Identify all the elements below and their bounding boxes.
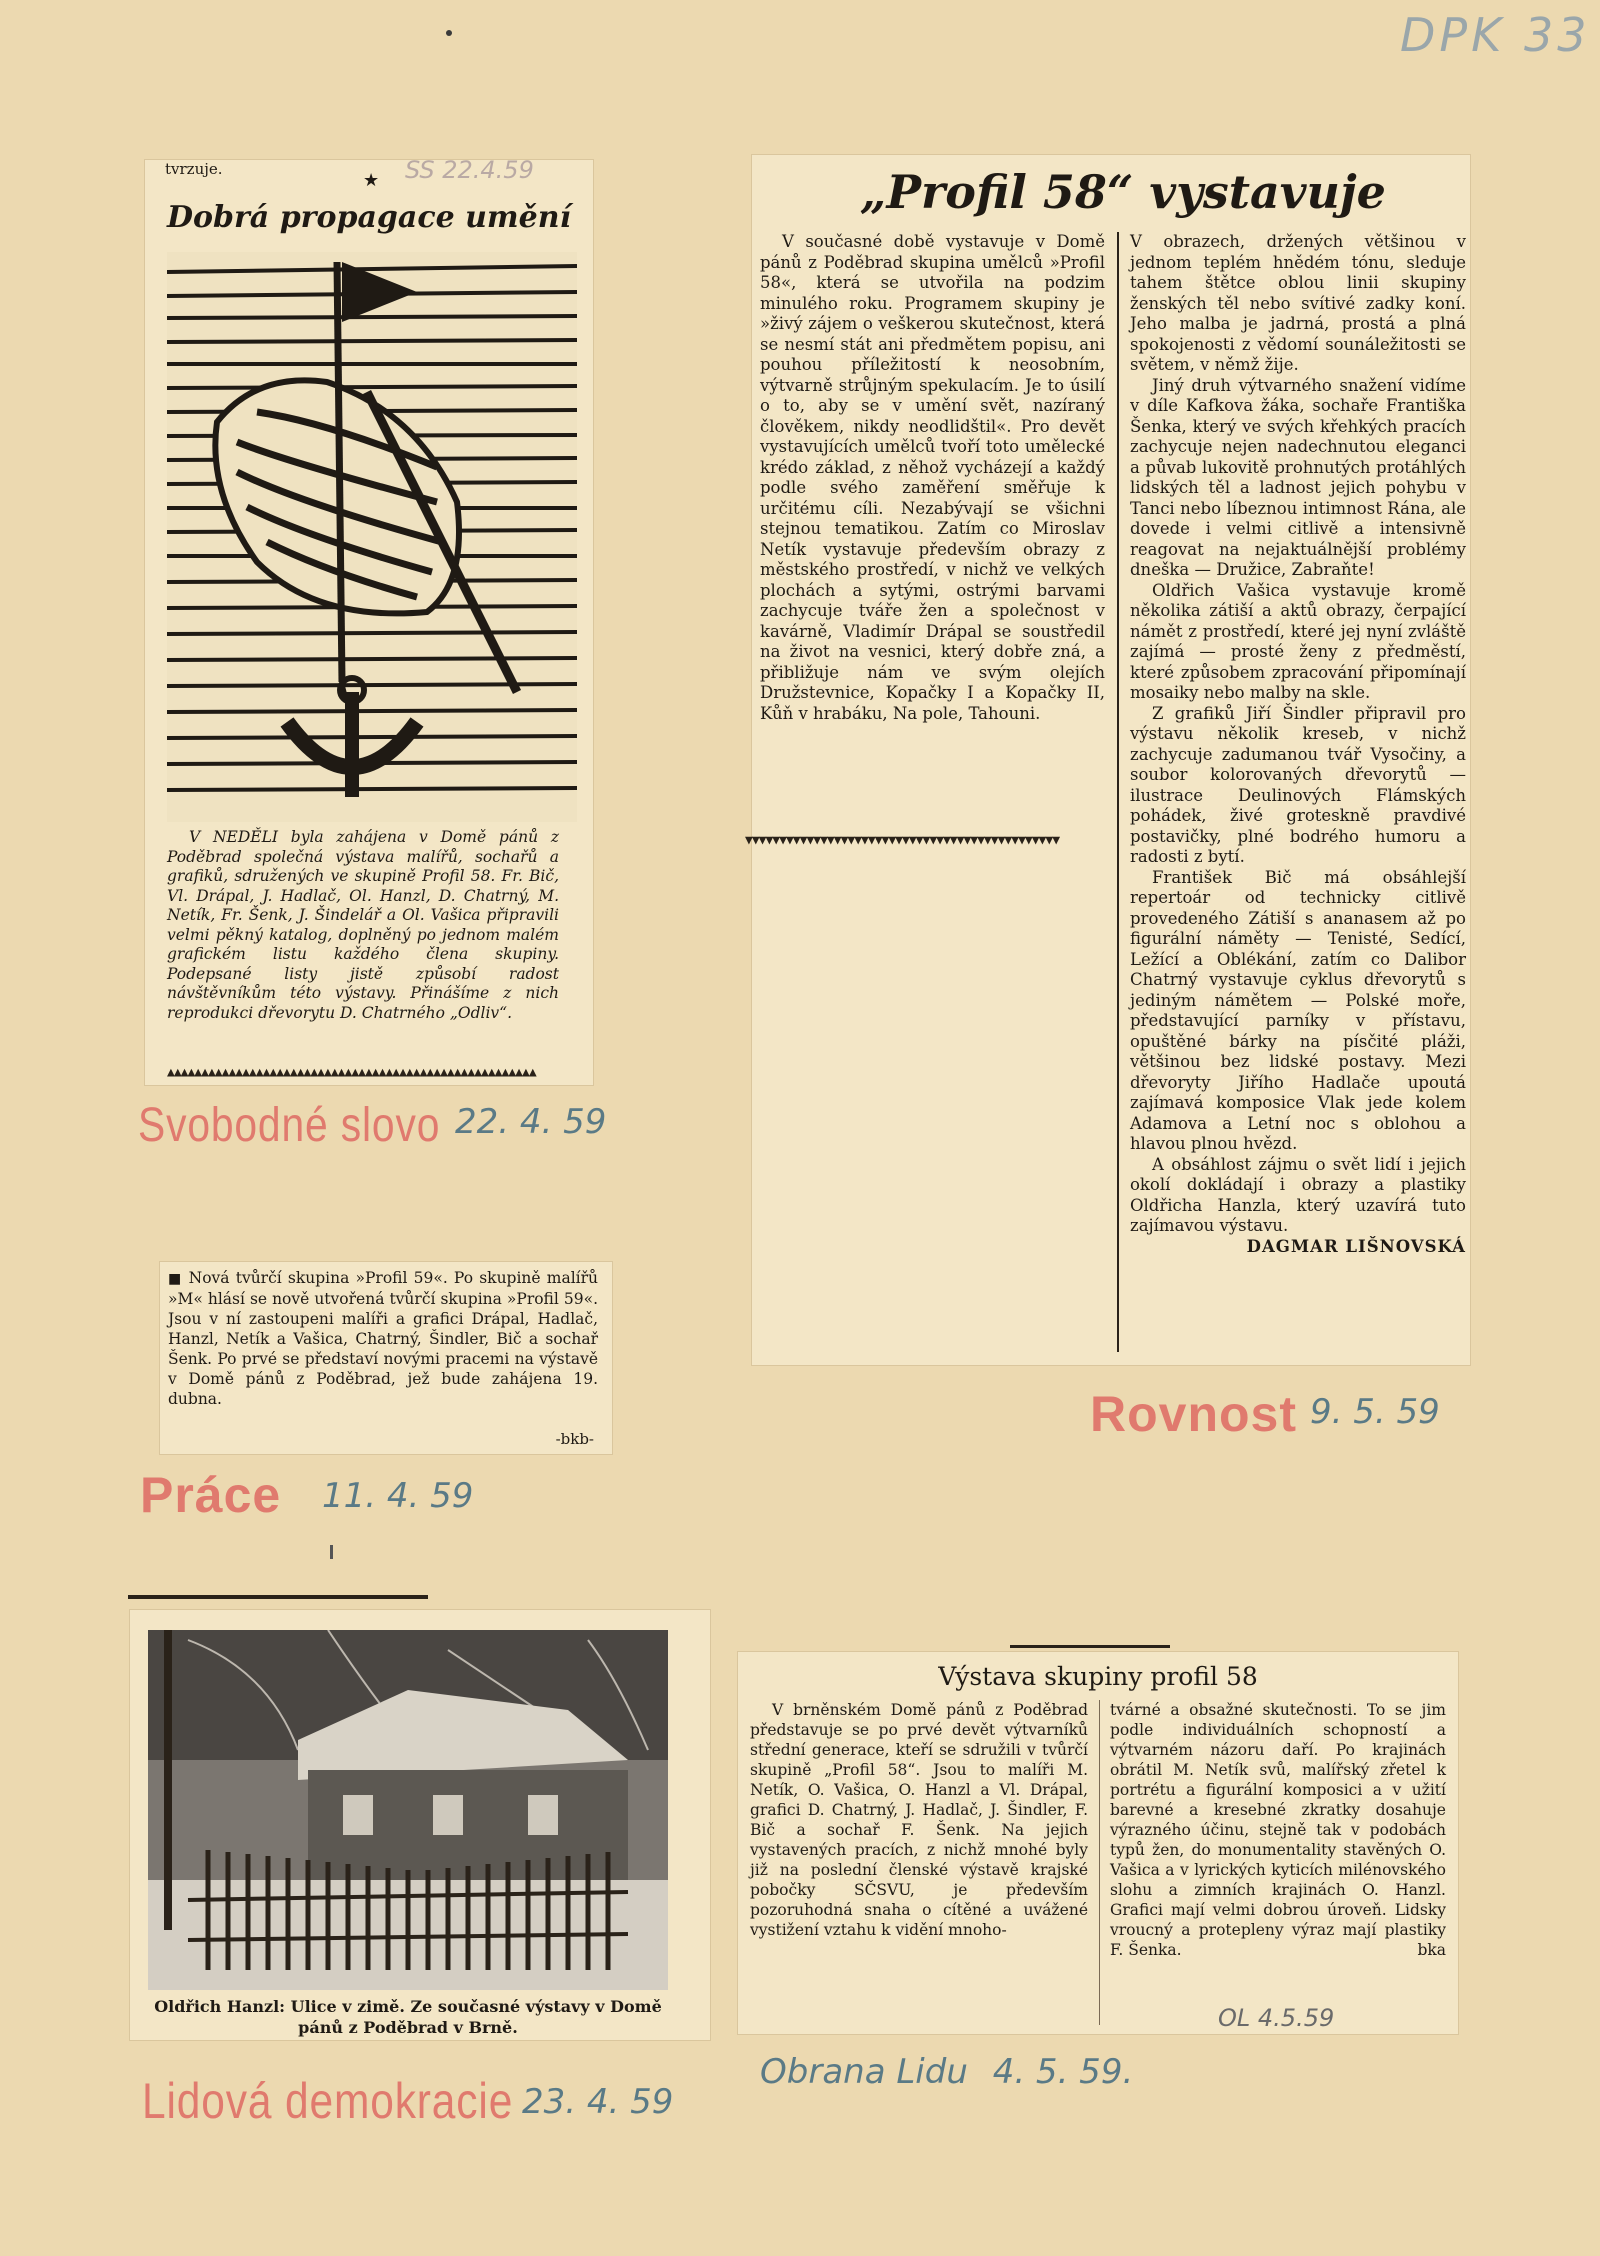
clip-lidova-demokracie <box>130 1610 710 2040</box>
paragraph: A obsáhlost zájmu o svět lidí i jejich okolí dokládají i obrazy a plastiky Oldřicha Hanzla, který uzavírá tuto zajímavou výstavu. <box>1130 1154 1466 1235</box>
star-icon: ★ <box>363 170 380 191</box>
clip-obrana-lidu <box>738 1652 1458 2034</box>
news-text-body: Nová tvůrčí skupina »Profil 59«. Po skupině malířů »M« hlásí se nově utvořená tvůrčí skupina »Profil 59«. Jsou v ní zastoupeni malíři a grafici Drápal, Hadlač, Hanzl, Netík a Vašica, Chatrný, Šindler, Bič a sochař Šenk. Po prvé se představí novými pracemi na výstavě v Domě pánů z Poděbrad, jež bude zahájena 19. dubna. <box>168 1269 598 1408</box>
header-fragment: tvrzuje. <box>165 160 223 178</box>
decorative-rule: ▲▲▲▲▲▲▲▲▲▲▲▲▲▲▲▲▲▲▲▲▲▲▲▲▲▲▲▲▲▲▲▲▲▲▲▲▲▲▲▲▲▲▲▲▲▲▲▲▲▲▲▲▲▲ <box>167 1065 536 1080</box>
source-date: 4. 5. 59. <box>992 2052 1134 2092</box>
article-column-2 <box>1130 232 1466 1257</box>
article-author: DAGMAR LIŠNOVSKÁ <box>1246 1236 1466 1256</box>
hand-note-obrana: OL 4.5.59 <box>1218 2004 1335 2032</box>
news-signature: -bkb- <box>555 1430 594 1448</box>
pin-dot <box>446 30 452 36</box>
article-column-2 <box>1110 1700 1446 1960</box>
article-title-profil: „Profil 58“ vystavuje <box>860 165 1386 219</box>
source-stamp-rovnost: Rovnost <box>1090 1386 1297 1442</box>
date-note-prace: 11. 4. 59 <box>322 1476 474 1516</box>
top-rule <box>128 1595 428 1599</box>
column-divider <box>1099 1700 1100 2025</box>
clip-svobodne-slovo <box>145 156 593 1085</box>
short-news-text <box>168 1268 598 1409</box>
article-column-1 <box>760 232 1105 724</box>
paragraph: Oldřich Vašica vystavuje kromě několika zátiší a aktů obrazy, čerpající námět z prostředí, které jej nyní zvláště zajímá — prosté ženy z předměstí, které způsobem zpracování připomínají mosaiky nebo malby na skle. <box>1130 580 1466 702</box>
paragraph: V obrazech, držených většinou v jednom teplém hnědém tónu, sleduje tahem štětce oblou linii skupiny ženských těl nebo svítivé zadky koní. Jeho malba je jadrná, prostá a plná spokojenosti z vědomí sounáležitosti se světem, v němž žije. <box>1130 232 1466 374</box>
article-column-1: V brněnském Domě pánů z Poděbrad představuje se po prvé devět výtvarníků střední generace, kteří se sdružili v tvůrčí skupině „Profil 58“. Jsou to malíři M. Netík, O. Vašica, O. Hanzl a Vl. Drápal, grafici D. Chatrný, J. Hadlač, J. Šindler, F. Bič a sochař F. Šenk. Na jejich vystavených pracích, z nichž mnohé byly již na poslední členské výstavě krajské pobočky SČSVU, je především pozoruhodná snaha o cítěné a uvážené vystižení vztahu k vidění mnoho- <box>750 1701 1088 1939</box>
source-stamp-lidova-demokracie: Lidová demokracie <box>142 2073 514 2129</box>
source-name: Obrana Lidu <box>760 2052 968 2092</box>
article-caption: V NEDĚLI byla zahájena v Domě pánů z Poděbrad společná výstava malířů, sochařů a grafiků, sdružených ve skupině Profil 58. Fr. Bič, Vl. Drápal, J. Hadlač, Ol. Hanzl, D. Chatrný, M. Netík, Fr. Šenk, J. Šindelář a Ol. Vašica připravili velmi pěkný katalog, doplněný po jednom malém grafickém listu každého člena skupiny. Podepsané listy jistě způsobí radost návštěvníkům této výstavy. Přinášíme z nich reprodukci dřevorytu D. Chatrného „Odliv“. <box>167 828 559 1022</box>
source-stamp-svobodne-slovo: Svobodné slovo <box>138 1099 441 1152</box>
header-date: SS 22.4.59 <box>405 156 534 184</box>
photo-winter-street <box>148 1630 668 1990</box>
pencil-mark <box>330 1545 333 1559</box>
column-2-text: tvárné a obsažné skutečnosti. To se jim podle individuálních schopností a výtvarném názoru daří. Po krajinách obrátil M. Netík svů, malířský zřetel k portrétu a figurální komposici a v užití barevné a kresebné zkratky dosahuje výrazného účinu, stejně tak v podobách typů žen, do monumentality stavěných O. Vašica a v lyrických kyticích milénovského slohu a zimních krajinách O. Hanzl. Grafici mají velmi dobrou úroveň. Lidsky vroucný a protepleny výraz mají plastiky F. Šenka. <box>1110 1701 1446 1959</box>
woodcut-boat-image <box>167 252 577 822</box>
date-note-rovnost: 9. 5. 59 <box>1310 1392 1440 1432</box>
article-signature: bka <box>1417 1941 1446 1959</box>
article-title-vystava: Výstava skupiny profil 58 <box>938 1662 1258 1691</box>
clip-prace <box>160 1262 612 1454</box>
decorative-rule: ▼▼▼▼▼▼▼▼▼▼▼▼▼▼▼▼▼▼▼▼▼▼▼▼▼▼▼▼▼▼▼▼▼▼▼▼▼▼▼▼▼▼▼▼▼▼ <box>745 833 1060 848</box>
paragraph: Z grafiků Jiří Šindler připravil pro výstavu několik kreseb, v nichž zachycuje zadumanou tvář Vysočiny, a soubor kolorovaných dřevorytů — ilustrace Deulinových Flámských pohádek, živé groteskně pravdivé postavičky, plné bodrého humoru a radosti z bytí. <box>1130 703 1466 866</box>
archive-mark: DPK 33 <box>1400 8 1591 62</box>
news-bullet-icon: ■ <box>168 1271 183 1287</box>
photo-caption: Oldřich Hanzl: Ulice v zimě. Ze současné výstavy v Domě pánů z Poděbrad v Brně. <box>154 1997 662 2037</box>
column-divider <box>1117 232 1119 1352</box>
article-title: Dobrá propagace umění <box>167 200 571 235</box>
date-note-lidova-demokracie: 23. 4. 59 <box>522 2082 674 2122</box>
date-note-svobodne-slovo: 22. 4. 59 <box>455 1102 607 1142</box>
source-stamp-prace: Práce <box>140 1467 282 1523</box>
source-note-obrana-lidu <box>760 2052 1133 2092</box>
paragraph: František Bič má obsáhlejší repertoár od technicky citlivě provedeného Zátiší s ananasem až po figurální náměty — Tenisté, Sedící, Ležící a Oblékání, zatím co Dalibor Chatrný vystavuje cyklus dřevorytů s jediným námětem — Polské moře, představující parníky v přístavu, opuštěné bárky na písčité pláži, většinou bez lidské postavy. Mezi dřevoryty Jiřího Hadlače upoutá zajímavá komposice Vlak jede kolem Adamova a Letní noc s oblohou a hlavou plnou hvězd. <box>1130 867 1466 1153</box>
paragraph: V současné době vystavuje v Domě pánů z Poděbrad skupina umělců »Profil 58«, která se utvořila na podzim minulého roku. Programem skupiny je »živý zájem o veškerou skutečnost, která se nesmí stát ani předmětem popisu, ani pouhou příležitostí k neosobním, výtvarně strůjným spekulacím. Je to úsilí o to, aby se v umění svět, nazíraný člověkem, nikdy neodlidštil«. Pro devět vystavujících umělců tvoří toto umělecké krédo základ, z něhož vycházejí a každý podle svého zaměření směřuje k určitému cíli. Nezabývají se všichni stejnou tematikou. Zatím co Miroslav Netík vystavuje především obrazy z městského prostředí, v nichž ve velkých plochách a sytými, ostrými barvami zachycuje tváře žen a společnost v kavárně, Vladimír Drápal se soustředil na život na vesnici, který dobře zná, a přibližuje nám ve svým olejích Družstevnice, Kopačky I a Kopačky II, Kůň v hrabáku, Na pole, Tahouni. <box>760 232 1105 723</box>
paragraph: Jiný druh výtvarného snažení vidíme v díle Kafkova žáka, sochaře Františka Šenka, který ve svých křehkých pracích zachycuje nejen nadechnutou eleganci a půvab lukovitě prohnutých protáhlých lidských těl a ladnost jejich pohybu v Tanci nebo líbeznou intimnost Rána, ale dovede i velmi citlivě a intensivně reagovat na nejaktuálnější problémy dneška — Družice, Zabraňte! <box>1130 375 1466 579</box>
top-rule <box>1010 1645 1170 1648</box>
